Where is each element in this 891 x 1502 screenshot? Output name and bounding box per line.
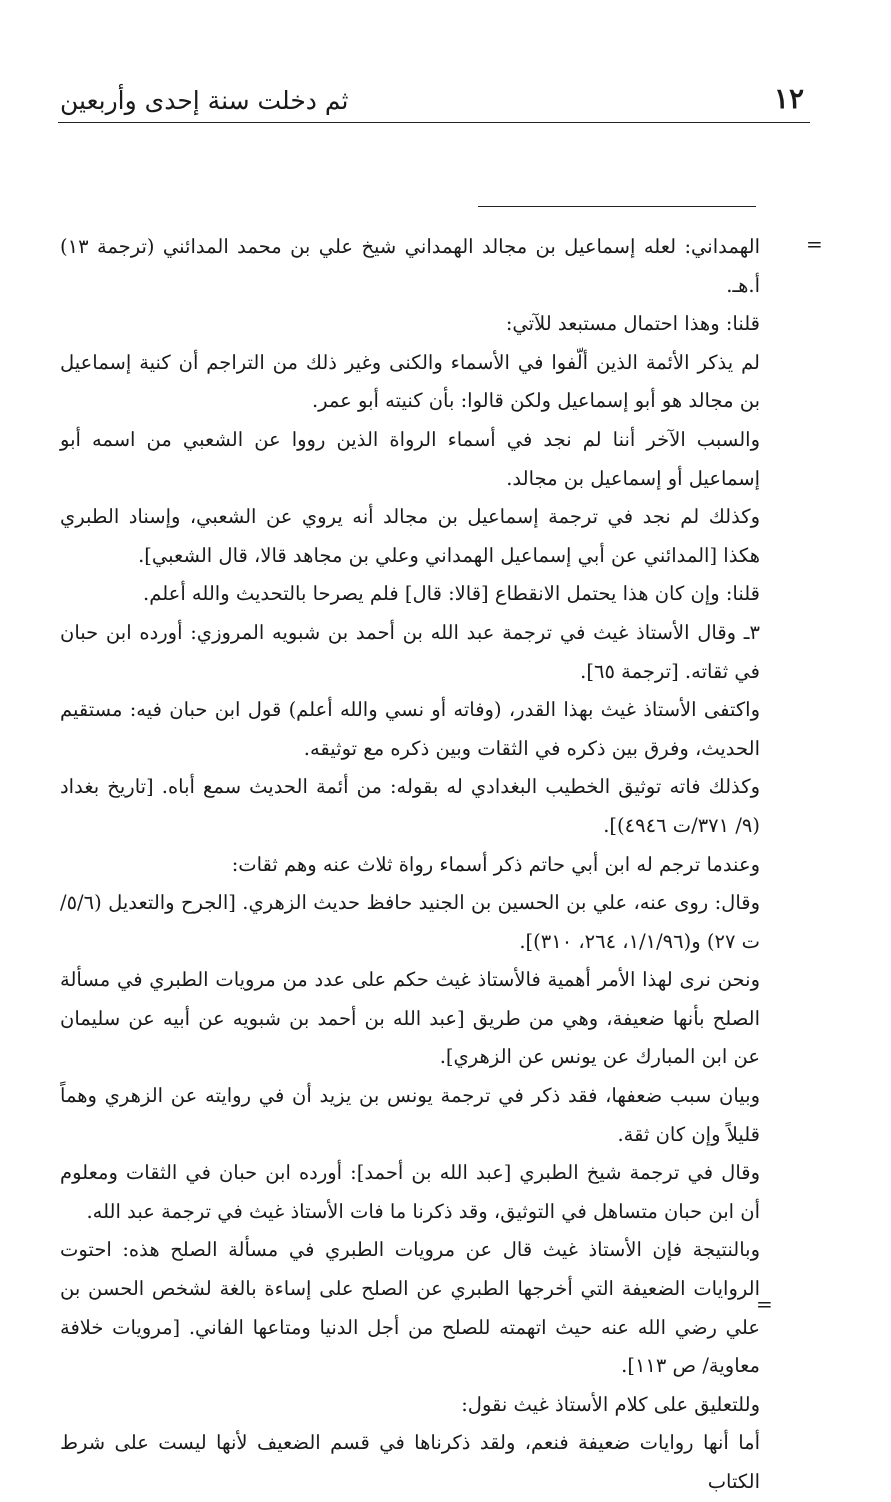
page-number: ١٢ (773, 82, 804, 115)
paragraph: وقال في ترجمة شيخ الطبري [عبد الله بن أحمد]: أورده ابن حبان في الثقات ومعلوم أن ابن حبان متساهل في التوثيق، وقد ذكرنا ما فات الأستاذ غيث في ترجمة عبد الله. (60, 1161, 760, 1223)
paragraph: وقال: روى عنه، علي بن الحسين بن الجنيد حافظ حديث الزهري. [الجرح والتعديل (٥/٦/ت ٢٧) و(١/١/٩٦، ٢٦٤، ٣١٠)]. (60, 891, 760, 953)
paragraph: قلنا: وهذا احتمال مستبعد للآتي: (505, 312, 760, 336)
paragraph: وبالنتيجة فإن الأستاذ غيث قال عن مرويات الطبري في مسألة الصلح هذه: احتوت الروايات الضعيفة التي أخرجها الطبري عن الصلح على إساءة بالغة لشخص الحسن بن علي رضي الله عنه حيث اتهمته للصلح من أجل الدنيا ومتاعها الفاني. [مرويات خلافة معاوية/ ص ١١٣]. (60, 1238, 760, 1378)
paragraph: قلنا: وإن كان هذا يحتمل الانقطاع [قالا: قال] فلم يصرحا بالتحديث والله أعلم. (143, 582, 760, 606)
running-title: ثم دخلت سنة إحدى وأربعين (60, 86, 349, 115)
continuation-mark-start: = (806, 232, 823, 256)
paragraph: لم يذكر الأئمة الذين ألّفوا في الأسماء والكنى وغير ذلك من التراجم أن كنية إسماعيل بن مجالد هو أبو إسماعيل ولكن قالوا: بأن كنيته أبو عمر. (60, 350, 760, 413)
continuation-mark-end: = (756, 1292, 773, 1316)
paragraph: ٣ـ وقال الأستاذ غيث في ترجمة عبد الله بن أحمد بن شبويه المروزي: أورده ابن حبان في ثقاته. [ترجمة ٦٥]. (60, 620, 760, 683)
paragraph: وللتعليق على كلام الأستاذ غيث نقول: (461, 1392, 760, 1416)
paragraph: الهمداني: لعله إسماعيل بن مجالد الهمداني شيخ علي بن محمد المدائني (ترجمة ١٣) أ.هـ. (60, 235, 760, 297)
paragraph: واكتفى الأستاذ غيث بهذا القدر، (وفاته أو نسي والله أعلم) قول ابن حبان فيه: مستقيم الحديث، وفرق بين ذكره في الثقات وبين ذكره مع توثيقه. (60, 698, 760, 760)
paragraph: وبيان سبب ضعفها، فقد ذكر في ترجمة يونس بن يزيد أن في روايته عن الزهري وهماً قليلاً وإن كان ثقة. (60, 1084, 760, 1146)
paragraph: أما أنها روايات ضعيفة فنعم، ولقد ذكرناها في قسم الضعيف لأنها ليست على شرط الكتاب (60, 1431, 760, 1493)
body-text (60, 228, 760, 1502)
page-header (58, 78, 810, 123)
paragraph: والسبب الآخر أننا لم نجد في أسماء الرواة الذين رووا عن الشعبي من اسمه أبو إسماعيل أو إسماعيل بن مجالد. (60, 427, 760, 490)
paragraph: ونحن نرى لهذا الأمر أهمية فالأستاذ غيث حكم على عدد من مرويات الطبري في مسألة الصلح بأنها ضعيفة، وهي من طريق [عبد الله بن أحمد بن شبويه عن أبيه عن سليمان عن ابن المبارك عن يونس عن الزهري]. (60, 968, 760, 1069)
paragraph: وكذلك فاته توثيق الخطيب البغدادي له بقوله: من أئمة الحديث سمع أباه. [تاريخ بغداد (٩/ ٣٧١/ت ٤٩٤٦)]. (60, 775, 760, 837)
paragraph: وعندما ترجم له ابن أبي حاتم ذكر أسماء رواة ثلاث عنه وهم ثقات: (231, 852, 760, 876)
footnote-rule (478, 206, 756, 207)
paragraph: وكذلك لم نجد في ترجمة إسماعيل بن مجالد أنه يروي عن الشعبي، وإسناد الطبري هكذا [المدائني عن أبي إسماعيل الهمداني وعلي بن مجاهد قالا، قال الشعبي]. (60, 505, 760, 567)
